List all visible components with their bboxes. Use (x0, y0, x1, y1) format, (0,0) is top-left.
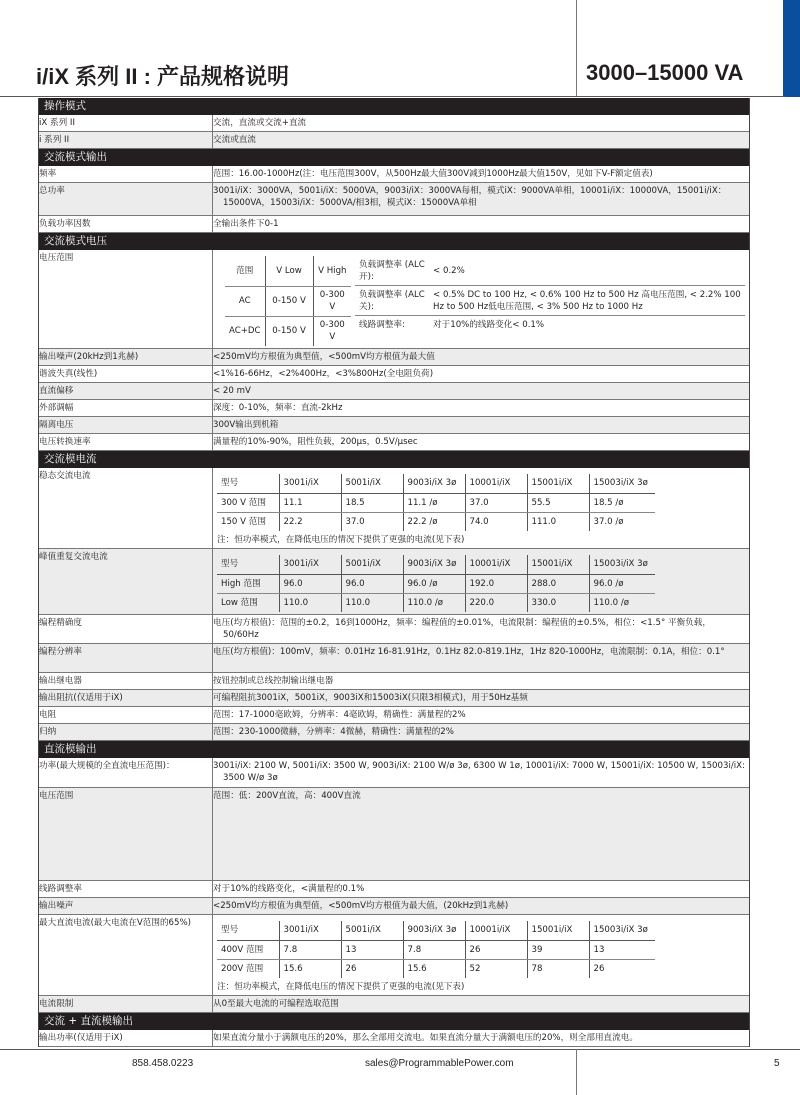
subtable-cell: 13 (341, 940, 403, 959)
voltage-range-cell: AC (225, 286, 265, 316)
spec-label: 电压范围 (39, 250, 213, 348)
spec-row (39, 707, 749, 724)
spec-row (39, 434, 749, 451)
regulation-item (355, 286, 745, 316)
spec-row (39, 349, 749, 366)
footer-rule (0, 1049, 800, 1050)
spec-value: <250mV均方根值为典型值，<500mV均方根值为最大值，(20kHz到1兆赫) (213, 901, 509, 911)
spec-row (39, 400, 749, 417)
subtable-cell: 15001i/iX (527, 474, 589, 493)
spec-value: 如果直流分量小于满额电压的20%，那么全部用交流电。如果直流分量大于满额电压的20%，则全部用直流电。 (213, 1033, 638, 1043)
spec-row (39, 724, 749, 741)
spec-value: <1%16-66Hz，<2%400Hz，<3%800Hz(全电阻负荷) (213, 369, 434, 379)
subtable-row (217, 959, 655, 978)
subtable-cell: 10001i/iX (465, 474, 527, 493)
subtable-row (217, 555, 655, 574)
subtable-row (217, 574, 655, 593)
subtable-cell: 10001i/iX (465, 555, 527, 574)
spec-row (39, 898, 749, 915)
spec-subtable (217, 921, 655, 978)
subtable-cell: Low 范围 (221, 597, 258, 608)
spec-row (39, 881, 749, 898)
voltage-range-cell: V High (313, 256, 351, 286)
subtable-cell: 型号 (217, 555, 279, 574)
voltage-range-cell: 0-300 V (313, 286, 351, 316)
subtable-cell: 37.0 (465, 493, 527, 512)
spec-label: 输出功率(仅适用于iX) (39, 1030, 213, 1046)
spec-label: 输出噪声(20kHz到1兆赫) (39, 349, 213, 365)
spec-label: 总功率 (39, 183, 213, 215)
regulation-label: 负载调整率 (ALC关): (359, 289, 425, 312)
regulation-item (355, 316, 745, 346)
subtable-row (217, 921, 655, 940)
spec-label: 功率(最大规模的全直流电压范围)： (39, 758, 213, 787)
spec-value: 电压(均方根值)：范围的±0.2，16到1000Hz，频率：编程值的±0.01%，电流限制：编程值的±0.5%，相位：<1.5° 平衡负载，50/60Hz (213, 618, 711, 640)
footer-divider (576, 1049, 577, 1095)
spec-value: 范围：230-1000微赫，分辨率：4微赫，精确性：满量程的2% (213, 727, 454, 737)
subtable-cell: 192.0 (465, 574, 527, 593)
subtable-cell: 15001i/iX (527, 555, 589, 574)
subtable-cell: 400V 范围 (217, 940, 279, 959)
subtable-cell: 111.0 (527, 512, 589, 531)
voltage-range-row (225, 256, 351, 286)
spec-table (38, 98, 750, 1047)
voltage-range-cell: 0-150 V (265, 286, 313, 316)
spec-row (39, 758, 749, 788)
brand-accent-bar (783, 0, 800, 97)
spec-label: 线路调整率 (39, 881, 213, 897)
subtable-cell: 5001i/iX (341, 555, 403, 574)
spec-label: 峰值重复交流电流 (39, 549, 213, 614)
subtable-cell: 74.0 (465, 512, 527, 531)
spec-row (39, 549, 749, 615)
page-title: i/iX 系列 II : 产品规格说明 (36, 64, 290, 89)
subtable-cell: 200V 范围 (221, 963, 264, 974)
regulation-item (355, 256, 745, 286)
spec-value: <250mV均方根值为典型值，<500mV均方根值为最大值 (213, 352, 435, 362)
subtable-cell: 150 V 范围 (221, 516, 266, 527)
subtable-cell: 330.0 (527, 593, 589, 612)
subtable-cell: 110.0 (279, 593, 341, 612)
page-number: 5 (774, 1058, 780, 1069)
subtable-cell: High 范围 (217, 574, 279, 593)
spec-value: 可编程阻抗3001iX，5001iX，9003iX和15003iX(只限3相模式)，用于50Hz基频 (213, 693, 528, 703)
header-divider (576, 0, 577, 97)
voltage-range-row (225, 316, 351, 346)
spec-label: 输出继电器 (39, 673, 213, 689)
spec-label: iX 系列 II (39, 115, 213, 131)
subtable-cell: 3001i/iX (279, 921, 341, 940)
subtable-cell: 5001i/iX (341, 921, 403, 940)
subtable-row (217, 593, 655, 612)
spec-value: 电压(均方根值)：100mV，频率：0.01Hz 16-81.91Hz，0.1Hz 82.0-819.1Hz，1Hz 820-1000Hz，电流限制：0.1A，相位：0.1° (213, 647, 725, 657)
spec-label: 电阻 (39, 707, 213, 723)
subtable-cell: 26 (465, 940, 527, 959)
spec-label: 隔离电压 (39, 417, 213, 433)
spec-row (39, 183, 749, 216)
spec-row (39, 915, 749, 996)
spec-row (39, 644, 749, 673)
spec-subtable (217, 474, 655, 531)
subtable-cell: 22.2 /ø (403, 512, 465, 531)
subtable-cell: 22.2 (279, 512, 341, 531)
spec-row (39, 132, 749, 149)
subtable-cell: 96.0 /ø (403, 574, 465, 593)
section-header: 操作模式 (39, 98, 749, 115)
spec-label: i 系列 II (39, 132, 213, 148)
spec-value: 范围：17-1000毫欧姆，分辨率：4毫欧姆，精确性：满量程的2% (213, 710, 466, 720)
spec-value (213, 915, 749, 995)
spec-row (39, 1030, 749, 1047)
footer-phone: 858.458.0223 (132, 1058, 194, 1069)
subtable-row (217, 940, 655, 959)
power-range-title: 3000–15000 VA (586, 60, 744, 85)
subtable-cell: 78 (527, 959, 589, 978)
regulation-label: 线路调整率: (359, 320, 405, 330)
spec-label: 输出阻抗(仅适用于iX) (39, 690, 213, 706)
spec-row (39, 115, 749, 132)
spec-label: 稳态交流电流 (39, 468, 213, 548)
subtable-cell: 55.5 (527, 493, 589, 512)
spec-value: 全输出条件下0-1 (213, 219, 279, 229)
voltage-range-cell: AC+DC (229, 326, 261, 337)
regulation-label: 负载调整率 (ALC开): (359, 259, 425, 282)
subtable-cell: 37.0 /ø (589, 512, 655, 531)
spec-row (39, 417, 749, 434)
subtable-cell: 300 V 范围 (217, 493, 279, 512)
section-header: 交流模电流 (39, 451, 749, 468)
spec-row (39, 673, 749, 690)
subtable-cell: 型号 (217, 474, 279, 493)
subtable-cell: 9003i/iX 3ø (403, 921, 465, 940)
spec-value: 交流，直流或交流+直流 (213, 118, 307, 128)
spec-value (213, 549, 749, 614)
subtable-row (217, 493, 655, 512)
subtable-cell: 15001i/iX (527, 921, 589, 940)
voltage-range-row (225, 286, 351, 316)
spec-row (39, 615, 749, 644)
spec-value: 对于10%的线路变化，<满量程的0.1% (213, 884, 365, 894)
subtable-cell: 96.0 (279, 574, 341, 593)
spec-value: 3001i/iX：3000VA，5001i/iX：5000VA，9003i/iX：3000VA每相，模式iX：9000VA单相，10001i/iX：10000VA，15001i/iX：15000VA，15003i/iX：5000VA/相3相，模式iX：15000VA单相 (213, 186, 727, 208)
spec-label: 输出噪声 (39, 898, 213, 914)
spec-value (213, 250, 749, 348)
spec-value: 范围：低：200V直流，高：400V直流 (213, 791, 361, 801)
subtable-cell: 9003i/iX 3ø (403, 474, 465, 493)
footer-email: sales@ProgrammablePower.com (365, 1058, 514, 1069)
subtable-cell: 288.0 (527, 574, 589, 593)
spec-label: 外部调幅 (39, 400, 213, 416)
subtable-cell: 110.0 /ø (403, 593, 465, 612)
subtable-cell: 型号 (217, 921, 279, 940)
subtable-cell: 3001i/iX (279, 474, 341, 493)
spec-label: 直流偏移 (39, 383, 213, 399)
spec-label: 编程分辨率 (39, 644, 213, 672)
spec-label: 谐波失真(线性) (39, 366, 213, 382)
spec-row (39, 383, 749, 400)
subtable-cell: 52 (465, 959, 527, 978)
subtable-cell: 15003i/iX 3ø (589, 474, 655, 493)
subtable-cell: 110.0 /ø (589, 593, 655, 612)
subtable-cell: 15003i/iX 3ø (589, 921, 655, 940)
spec-label: 最大直流电流(最大电流在V范围的65%) (39, 915, 213, 995)
spec-value (213, 468, 749, 548)
section-header: 交流模式输出 (39, 149, 749, 166)
spec-row (39, 788, 749, 881)
spec-subtable (217, 555, 655, 612)
voltage-range-cell: 0-300 V (313, 316, 351, 346)
spec-label: 电压转换速率 (39, 434, 213, 450)
spec-row (39, 216, 749, 233)
spec-label: 电压范围 (39, 788, 213, 880)
section-header: 交流模式电压 (39, 233, 749, 250)
subtable-cell: 26 (341, 959, 403, 978)
subtable-cell: 96.0 (341, 574, 403, 593)
voltage-range-cell: V Low (265, 256, 313, 286)
subtable-cell: 7.8 (403, 940, 465, 959)
spec-label: 编程精确度 (39, 615, 213, 643)
spec-label: 负载功率因数 (39, 216, 213, 232)
voltage-range-cell: 0-150 V (265, 316, 313, 346)
regulation-specs (355, 256, 745, 346)
spec-value: 从0至最大电流的可编程选取范围 (213, 999, 339, 1009)
subtable-cell: 110.0 (341, 593, 403, 612)
header-rule (0, 96, 785, 97)
spec-value: 交流或直流 (213, 135, 256, 145)
voltage-range-block (225, 256, 745, 346)
subtable-cell: 15003i/iX 3ø (589, 555, 655, 574)
subtable-cell: 39 (527, 940, 589, 959)
subtable-cell: 5001i/iX (341, 474, 403, 493)
spec-label: 归纳 (39, 724, 213, 740)
subtable-cell: 13 (589, 940, 655, 959)
subtable-cell: 3001i/iX (279, 555, 341, 574)
voltage-range-table (225, 256, 351, 346)
subtable-cell: 26 (589, 959, 655, 978)
spec-value: < 20 mV (213, 386, 251, 396)
subtable-cell: 7.8 (279, 940, 341, 959)
section-header: 直流模输出 (39, 741, 749, 758)
spec-value: 300V输出到机箱 (213, 420, 279, 430)
section-header: 交流 + 直流模输出 (39, 1013, 749, 1030)
regulation-value: 对于10%的线路变化< 0.1% (433, 320, 545, 330)
subtable-cell: 18.5 (341, 493, 403, 512)
spec-row (39, 690, 749, 707)
subtable-cell: 11.1 (279, 493, 341, 512)
voltage-range-cell: 范围 (225, 256, 265, 286)
subtable-cell: 11.1 /ø (403, 493, 465, 512)
table-note: 注：恒功率模式，在降低电压的情况下提供了更强的电流(见下表) (217, 535, 465, 545)
subtable-cell: 10001i/iX (465, 921, 527, 940)
table-note: 注：恒功率模式，在降低电压的情况下提供了更强的电流(见下表) (217, 982, 465, 992)
subtable-cell: 9003i/iX 3ø (403, 555, 465, 574)
spec-value: 深度：0-10%，频率：直流-2kHz (213, 403, 343, 413)
spec-row (39, 366, 749, 383)
subtable-cell: 15.6 (403, 959, 465, 978)
subtable-cell: 18.5 /ø (589, 493, 655, 512)
spec-label: 频率 (39, 166, 213, 182)
subtable-cell: 96.0 /ø (589, 574, 655, 593)
subtable-cell: 15.6 (279, 959, 341, 978)
regulation-value: < 0.2% (433, 265, 465, 276)
spec-row (39, 468, 749, 549)
regulation-value: < 0.5% DC to 100 Hz, < 0.6% 100 Hz to 500 Hz 高电压范围, < 2.2% 100 Hz to 500 Hz低电压范围, < 3% 500 Hz to 1000 Hz (433, 289, 741, 312)
spec-row (39, 996, 749, 1013)
spec-value: 满量程的10%-90%，阻性负载，200μs，0.5V/μsec (213, 437, 418, 447)
spec-row (39, 250, 749, 349)
subtable-cell: 37.0 (341, 512, 403, 531)
spec-value: 范围：16.00-1000Hz(注：电压范围300V，从500Hz最大值300V减到1000Hz最大值150V，见如下V-F额定值表) (213, 169, 653, 179)
spec-label: 电流限制 (39, 996, 213, 1012)
spec-row (39, 166, 749, 183)
subtable-row (217, 512, 655, 531)
spec-value: 3001i/iX: 2100 W, 5001i/iX: 3500 W, 9003i/iX: 2100 W/ø 3ø, 6300 W 1ø, 10001i/iX: 7000 W, 15001i/iX: 10500 W, 15003i/iX: 3500 W/ø 3ø (213, 761, 745, 783)
spec-value: 按钮控制或总线控制输出继电器 (213, 676, 334, 686)
subtable-row (217, 474, 655, 493)
subtable-cell: 220.0 (465, 593, 527, 612)
